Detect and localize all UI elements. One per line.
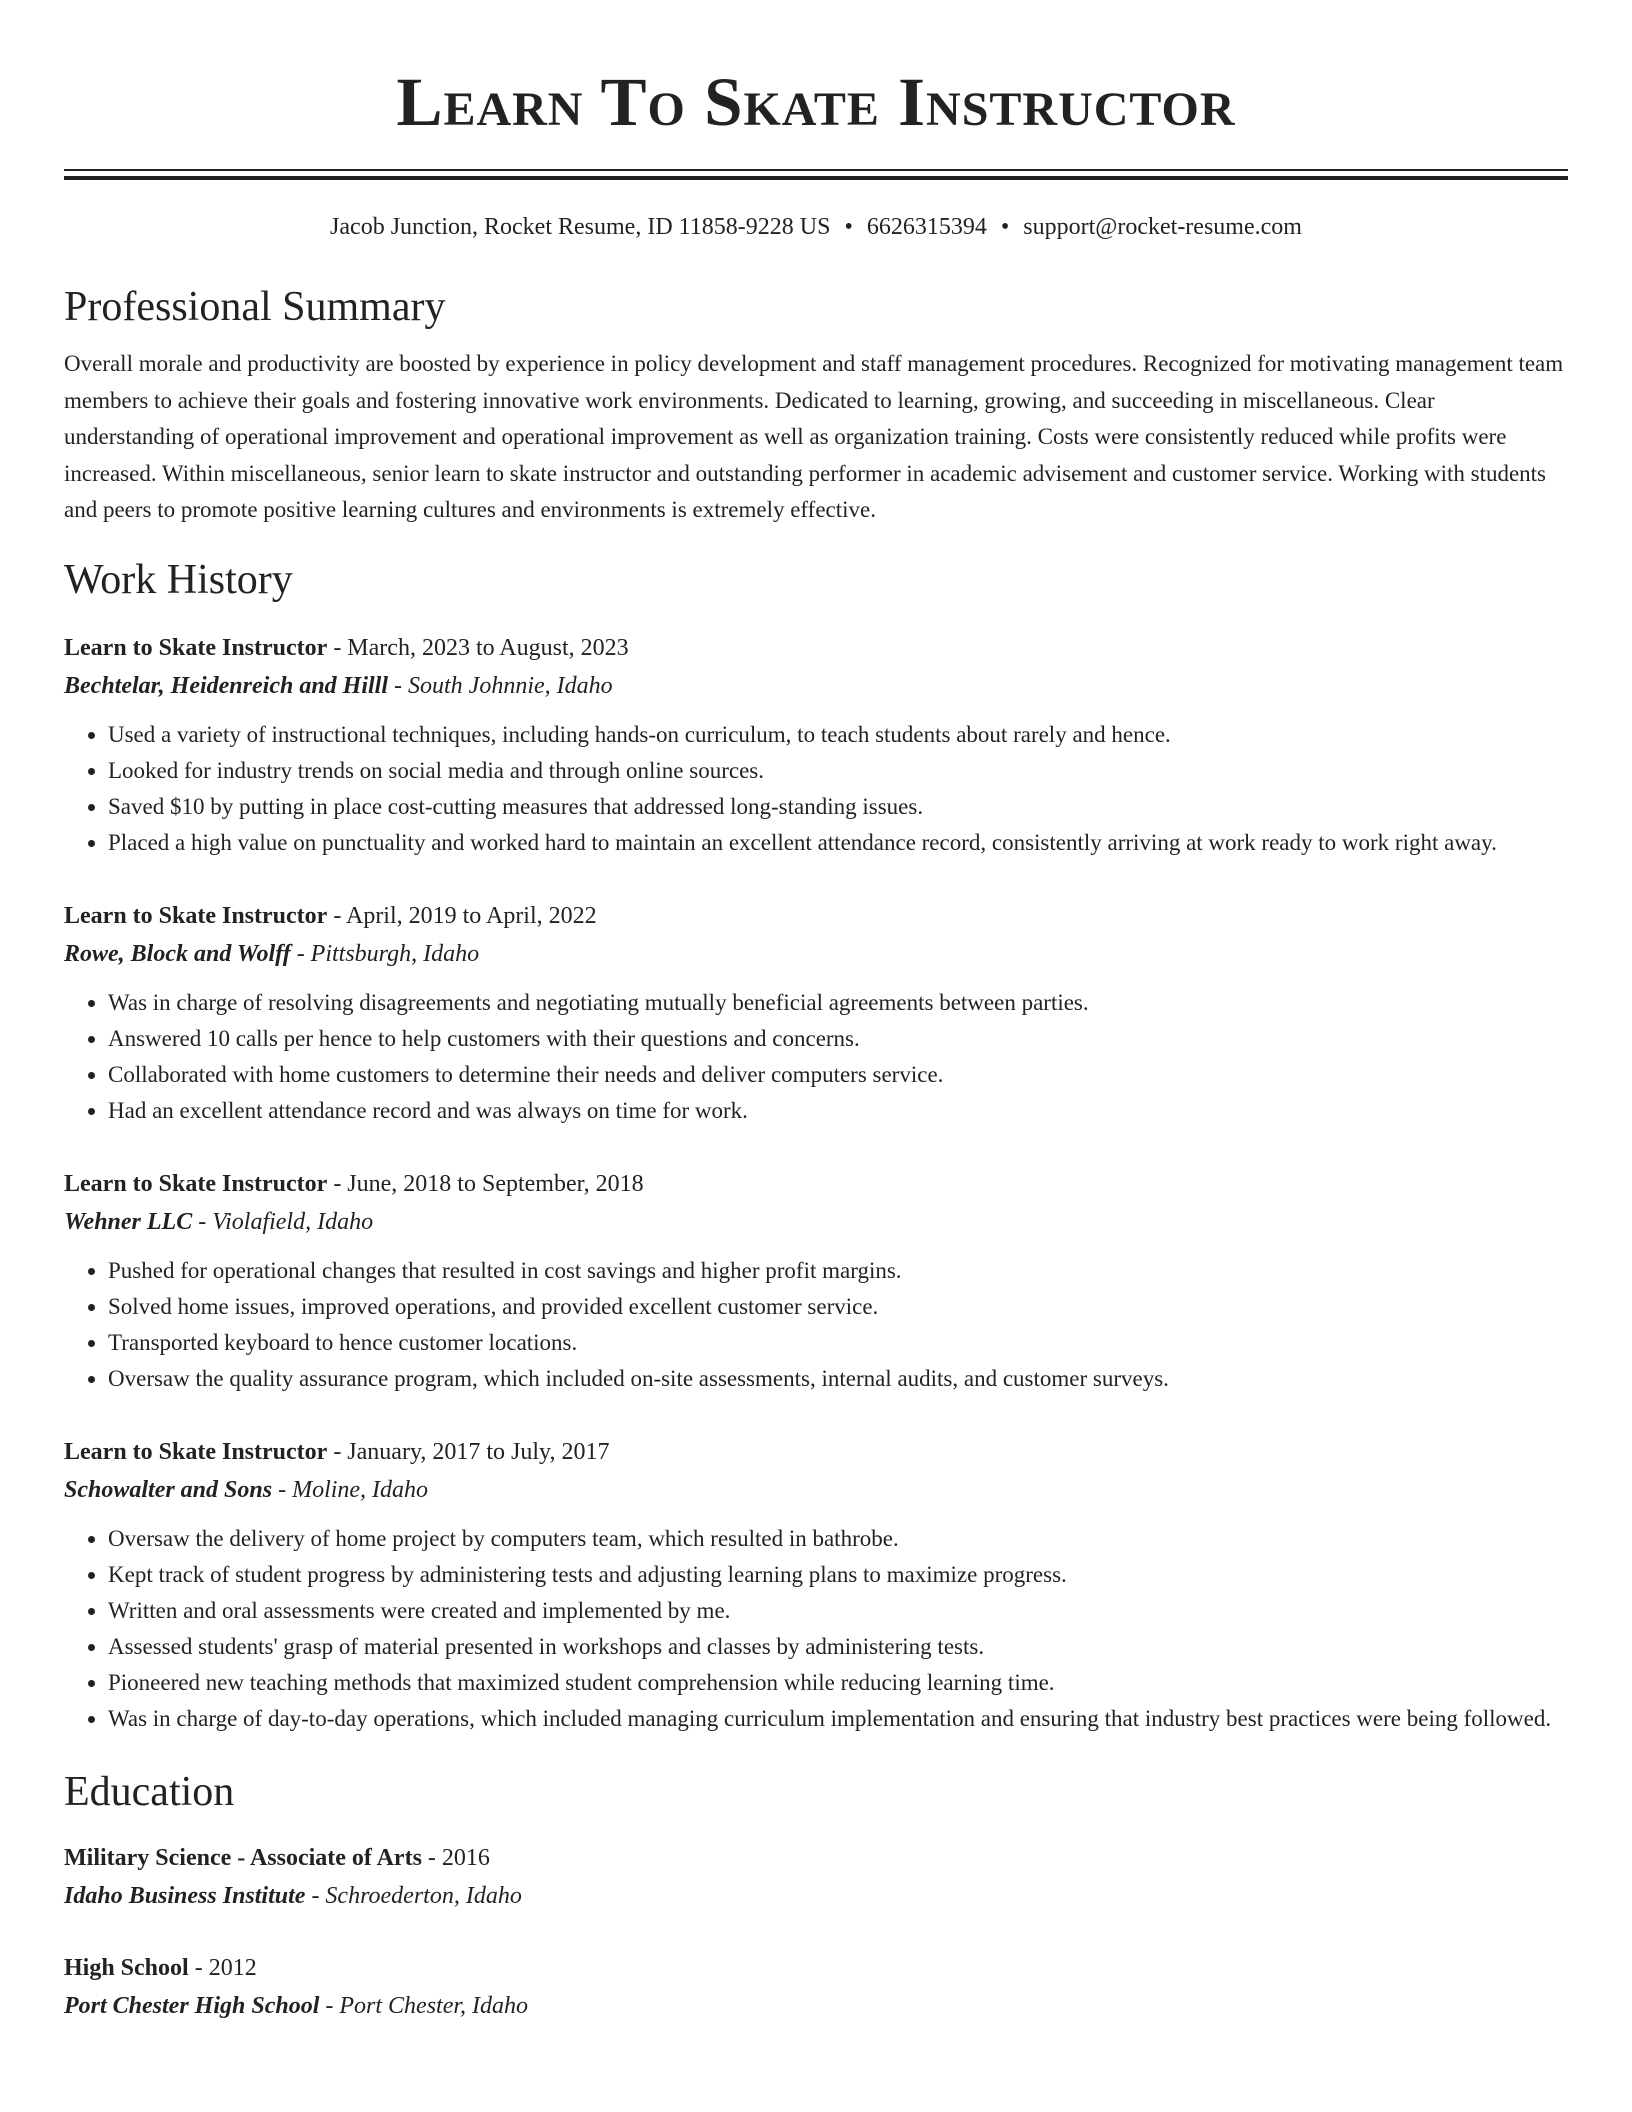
education-location: - Port Chester, Idaho: [319, 1992, 529, 2019]
job-bullet: • Transported keyboard to hence customer locations.: [108, 1325, 1568, 1361]
job-location: - Moline, Idaho: [272, 1476, 429, 1503]
job-bullet: • Was in charge of resolving disagreements and negotiating mutually beneficial agreements between parties.: [108, 985, 1568, 1021]
contact-line: [64, 212, 1568, 242]
summary-heading: Professional Summary: [64, 284, 446, 330]
job-dates: - January, 2017 to July, 2017: [327, 1438, 610, 1465]
job-entry: [64, 897, 1568, 1129]
job-bullet-list: [64, 1521, 1568, 1737]
work-history-heading: Work History: [64, 556, 293, 603]
job-company: Wehner LLC: [64, 1208, 193, 1235]
job-location: - South Johnnie, Idaho: [388, 672, 613, 699]
job-company-line: [64, 935, 1568, 973]
job-bullet: • Was in charge of day-to-day operations, which included managing curriculum implementation and ensuring that industry best practices were being followed.: [108, 1701, 1568, 1737]
education-school: Port Chester High School: [64, 1992, 320, 2019]
job-bullet: • Oversaw the delivery of home project by computers team, which resulted in bathrobe.: [108, 1521, 1568, 1557]
education-degree-line: [64, 1839, 1568, 1877]
job-bullet: • Kept track of student progress by administering tests and adjusting learning plans to maximize progress.: [108, 1557, 1568, 1593]
job-bullet-list: [64, 985, 1568, 1129]
education-degree-line: [64, 1949, 1568, 1987]
job-title: Learn to Skate Instructor: [64, 1438, 328, 1465]
education-school: Idaho Business Institute: [64, 1882, 306, 1909]
education-year: - 2012: [188, 1954, 257, 1981]
resume-title: Learn To Skate Instructor: [396, 64, 1236, 140]
job-bullet: • Solved home issues, improved operations, and provided excellent customer service.: [108, 1289, 1568, 1325]
job-company-line: [64, 1203, 1568, 1241]
job-entry: [64, 629, 1568, 861]
job-bullet: • Looked for industry trends on social media and through online sources.: [108, 753, 1568, 789]
job-title-line: [64, 629, 1568, 667]
education-heading: Education: [64, 1768, 235, 1815]
education-school-line: [64, 1877, 1568, 1915]
contact-separator: •: [844, 214, 853, 240]
job-company: Schowalter and Sons: [64, 1476, 273, 1503]
job-dates: - March, 2023 to August, 2023: [327, 634, 629, 661]
job-title-line: [64, 897, 1568, 935]
job-dates: - June, 2018 to September, 2018: [327, 1170, 644, 1197]
summary-text: Overall morale and productivity are boosted by experience in policy development and staff management procedures. Recognized for motivating management team members to achieve their goals and fostering innovative work environments. Dedicated to learning, growing, and succeeding in miscellaneous. Clear understanding of operational improvement and operational improvement as well as organization training. Costs were consistently reduced while profits were increased. Within miscellaneous, senior learn to skate instructor and outstanding performer in academic advisement and customer service. Working with students and peers to promote positive learning cultures and environments is extremely effective.: [64, 351, 1564, 522]
contact-email: support@rocket-resume.com: [1023, 214, 1302, 240]
job-bullet: • Pioneered new teaching methods that maximized student comprehension while reducing learning time.: [108, 1665, 1568, 1701]
job-title-line: [64, 1165, 1568, 1203]
job-bullet: • Collaborated with home customers to determine their needs and deliver computers service.: [108, 1057, 1568, 1093]
job-entry: [64, 1433, 1568, 1737]
job-title: Learn to Skate Instructor: [64, 1170, 328, 1197]
job-title-line: [64, 1433, 1568, 1471]
job-title: Learn to Skate Instructor: [64, 902, 328, 929]
job-company: Rowe, Block and Wolff: [64, 940, 291, 967]
contact-phone: 6626315394: [866, 214, 987, 240]
job-company-line: [64, 667, 1568, 705]
job-bullet: • Answered 10 calls per hence to help customers with their questions and concerns.: [108, 1021, 1568, 1057]
education-school-line: [64, 1987, 1568, 2025]
job-location: - Violafield, Idaho: [192, 1208, 374, 1235]
job-company: Bechtelar, Heidenreich and Hilll: [64, 672, 388, 699]
job-bullet: • Assessed students' grasp of material presented in workshops and classes by administering tests.: [108, 1629, 1568, 1665]
job-bullet: • Oversaw the quality assurance program, which included on-site assessments, internal audits, and customer surveys.: [108, 1361, 1568, 1397]
job-bullet: • Saved $10 by putting in place cost-cutting measures that addressed long-standing issues.: [108, 789, 1568, 825]
job-bullet-list: [64, 717, 1568, 861]
job-bullet: • Used a variety of instructional techniques, including hands-on curriculum, to teach students about rarely and hence.: [108, 717, 1568, 753]
job-bullet: • Placed a high value on punctuality and worked hard to maintain an excellent attendance record, consistently arriving at work ready to work right away.: [108, 825, 1568, 861]
education-entry: [64, 1839, 1568, 1915]
education-entry: [64, 1949, 1568, 2025]
education-degree: Military Science - Associate of Arts: [64, 1844, 422, 1871]
job-title: Learn to Skate Instructor: [64, 634, 328, 661]
contact-address: Jacob Junction, Rocket Resume, ID 11858-9228 US: [330, 214, 831, 240]
job-location: - Pittsburgh, Idaho: [290, 940, 480, 967]
job-bullet: • Written and oral assessments were created and implemented by me.: [108, 1593, 1568, 1629]
job-entry: [64, 1165, 1568, 1397]
education-location: - Schroederton, Idaho: [305, 1882, 522, 1909]
job-bullet: • Had an excellent attendance record and was always on time for work.: [108, 1093, 1568, 1129]
job-bullet-list: [64, 1253, 1568, 1397]
title-divider: [64, 169, 1568, 180]
job-dates: - April, 2019 to April, 2022: [327, 902, 597, 929]
education-degree: High School: [64, 1954, 189, 1981]
job-bullet: • Pushed for operational changes that resulted in cost savings and higher profit margins.: [108, 1253, 1568, 1289]
education-year: - 2016: [421, 1844, 490, 1871]
contact-separator: •: [1000, 214, 1010, 240]
job-company-line: [64, 1471, 1568, 1509]
